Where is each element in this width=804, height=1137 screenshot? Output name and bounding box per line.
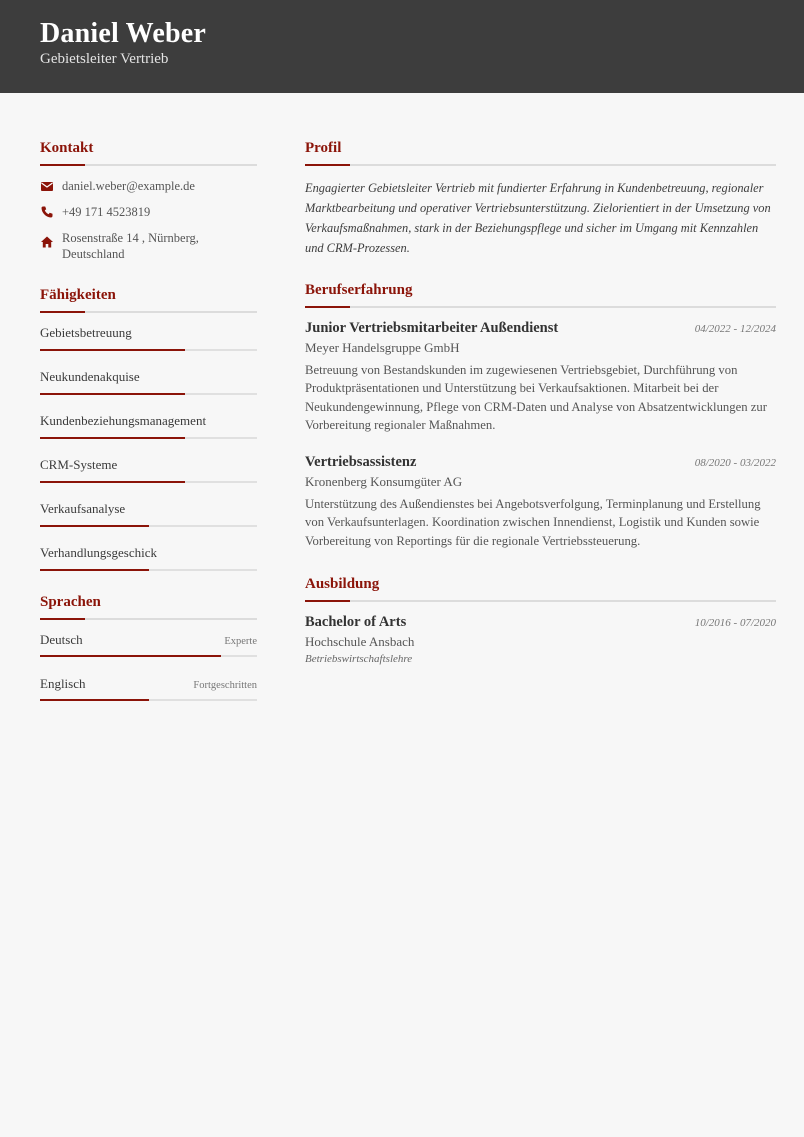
language-level: Fortgeschritten — [193, 680, 257, 691]
skill-bar-fill — [40, 569, 149, 571]
skill-item — [40, 365, 257, 409]
language-item — [40, 672, 257, 716]
language-item — [40, 628, 257, 672]
skill-item — [40, 541, 257, 585]
job-date: 08/2020 - 03/2022 — [694, 457, 776, 470]
profile-heading: Profil — [305, 140, 342, 156]
skill-item — [40, 453, 257, 497]
skills-heading: Fähigkeiten — [40, 287, 116, 303]
section-divider — [305, 164, 776, 166]
job-title: Gebietsleiter Vertrieb — [40, 51, 169, 67]
skill-item — [40, 409, 257, 453]
section-divider — [40, 311, 257, 313]
skill-bar — [40, 525, 257, 527]
education-heading: Ausbildung — [305, 576, 380, 593]
language-label: Deutsch — [40, 632, 83, 647]
email-text: daniel.weber@example.de — [62, 179, 195, 193]
skill-bar — [40, 393, 257, 395]
phone-text: +49 171 4523819 — [62, 205, 151, 219]
section-divider — [305, 600, 776, 602]
job-date: 04/2022 - 12/2024 — [694, 323, 776, 335]
skill-bar-fill — [40, 481, 185, 483]
skill-bar — [40, 481, 257, 483]
address-text: Rosenstraße 14 , Nürnberg, Deutschland — [62, 231, 199, 261]
skill-label: CRM-Systeme — [40, 457, 118, 472]
education-field: Betriebswirtschaftslehre — [305, 653, 413, 666]
job-company: Kronenberg Konsumgüter AG — [305, 474, 463, 490]
skill-label: Verkaufsanalyse — [40, 501, 126, 516]
sidebar — [40, 139, 257, 716]
section-divider — [40, 164, 257, 166]
language-bar-fill — [40, 699, 149, 701]
job-position: Vertriebsassistenz — [305, 454, 417, 471]
section-divider — [305, 306, 776, 308]
skill-label: Neukundenakquise — [40, 369, 140, 384]
profile-text: Engagierter Gebietsleiter Vertrieb mit fundierter Erfahrung in Kundenbetreuung, regionaler Marktbearbeitung und operativer Vertriebsunterstützung. Zielorientiert in der Umsetzung von Verkaufsmaßnahmen, stark in der Beziehungspflege und sicher im Umgang mit Kennzahlen und CRM-Prozessen. — [305, 181, 771, 255]
languages-heading: Sprachen — [40, 594, 101, 610]
job-entry — [305, 454, 776, 550]
skill-label: Verhandlungsgeschick — [40, 545, 157, 560]
contact-address — [40, 230, 257, 262]
skill-bar-fill — [40, 525, 149, 527]
phone-icon — [40, 205, 54, 219]
person-name: Daniel Weber — [40, 18, 206, 49]
job-position: Junior Vertriebsmitarbeiter Außendienst — [305, 320, 559, 336]
skill-item — [40, 321, 257, 365]
education-degree: Bachelor of Arts — [305, 614, 407, 631]
contact-section — [40, 139, 257, 262]
language-label: Englisch — [40, 676, 86, 691]
education-date: 10/2016 - 07/2020 — [694, 617, 776, 630]
job-description: Unterstützung des Außendienstes bei Angebotsverfolgung, Terminplanung und Erstellung von Verkaufsunterlagen. Koordination zwischen Innendienst, Logistik und Kunden sowie Vorbereitung von Reportings für die regionale Vertriebssteuerung. — [305, 497, 761, 548]
experience-heading: Berufserfahrung — [305, 282, 413, 298]
home-icon — [40, 235, 54, 249]
skill-item — [40, 497, 257, 541]
header — [0, 0, 804, 93]
skill-label: Gebietsbetreuung — [40, 325, 132, 340]
job-description: Betreuung von Bestandskunden im zugewiesenen Vertriebsgebiet, Durchführung von Produktpräsentationen und Unterstützung bei Verkaufsaktionen. Mitarbeit bei der Neukundengewinnung, Pflege von CRM-Daten und Analyse von Absatzentwicklungen zur Vorbereitung regionaler Maßnahmen. — [305, 363, 767, 432]
mail-icon — [40, 179, 54, 193]
education-entry — [305, 614, 776, 665]
language-bar-fill — [40, 655, 221, 657]
job-company: Meyer Handelsgruppe GmbH — [305, 340, 460, 355]
skill-bar-fill — [40, 349, 185, 351]
contact-heading: Kontakt — [40, 140, 94, 156]
education-school: Hochschule Ansbach — [305, 634, 415, 650]
skills-section — [40, 286, 257, 585]
skill-label: Kundenbeziehungsmanagement — [40, 413, 207, 428]
profile-section — [305, 139, 776, 258]
section-divider — [40, 618, 257, 620]
languages-list — [40, 628, 257, 716]
skills-list — [40, 321, 257, 585]
skill-bar — [40, 569, 257, 571]
experience-section — [305, 281, 776, 550]
language-bar — [40, 699, 257, 701]
education-section — [305, 575, 776, 665]
skill-bar — [40, 349, 257, 351]
language-bar — [40, 655, 257, 657]
contact-email[interactable] — [40, 178, 257, 194]
languages-section — [40, 593, 257, 716]
job-entry — [305, 320, 776, 434]
skill-bar-fill — [40, 437, 185, 439]
contact-phone[interactable] — [40, 204, 257, 220]
language-level: Experte — [224, 636, 257, 647]
skill-bar — [40, 437, 257, 439]
main — [305, 139, 776, 665]
skill-bar-fill — [40, 393, 185, 395]
